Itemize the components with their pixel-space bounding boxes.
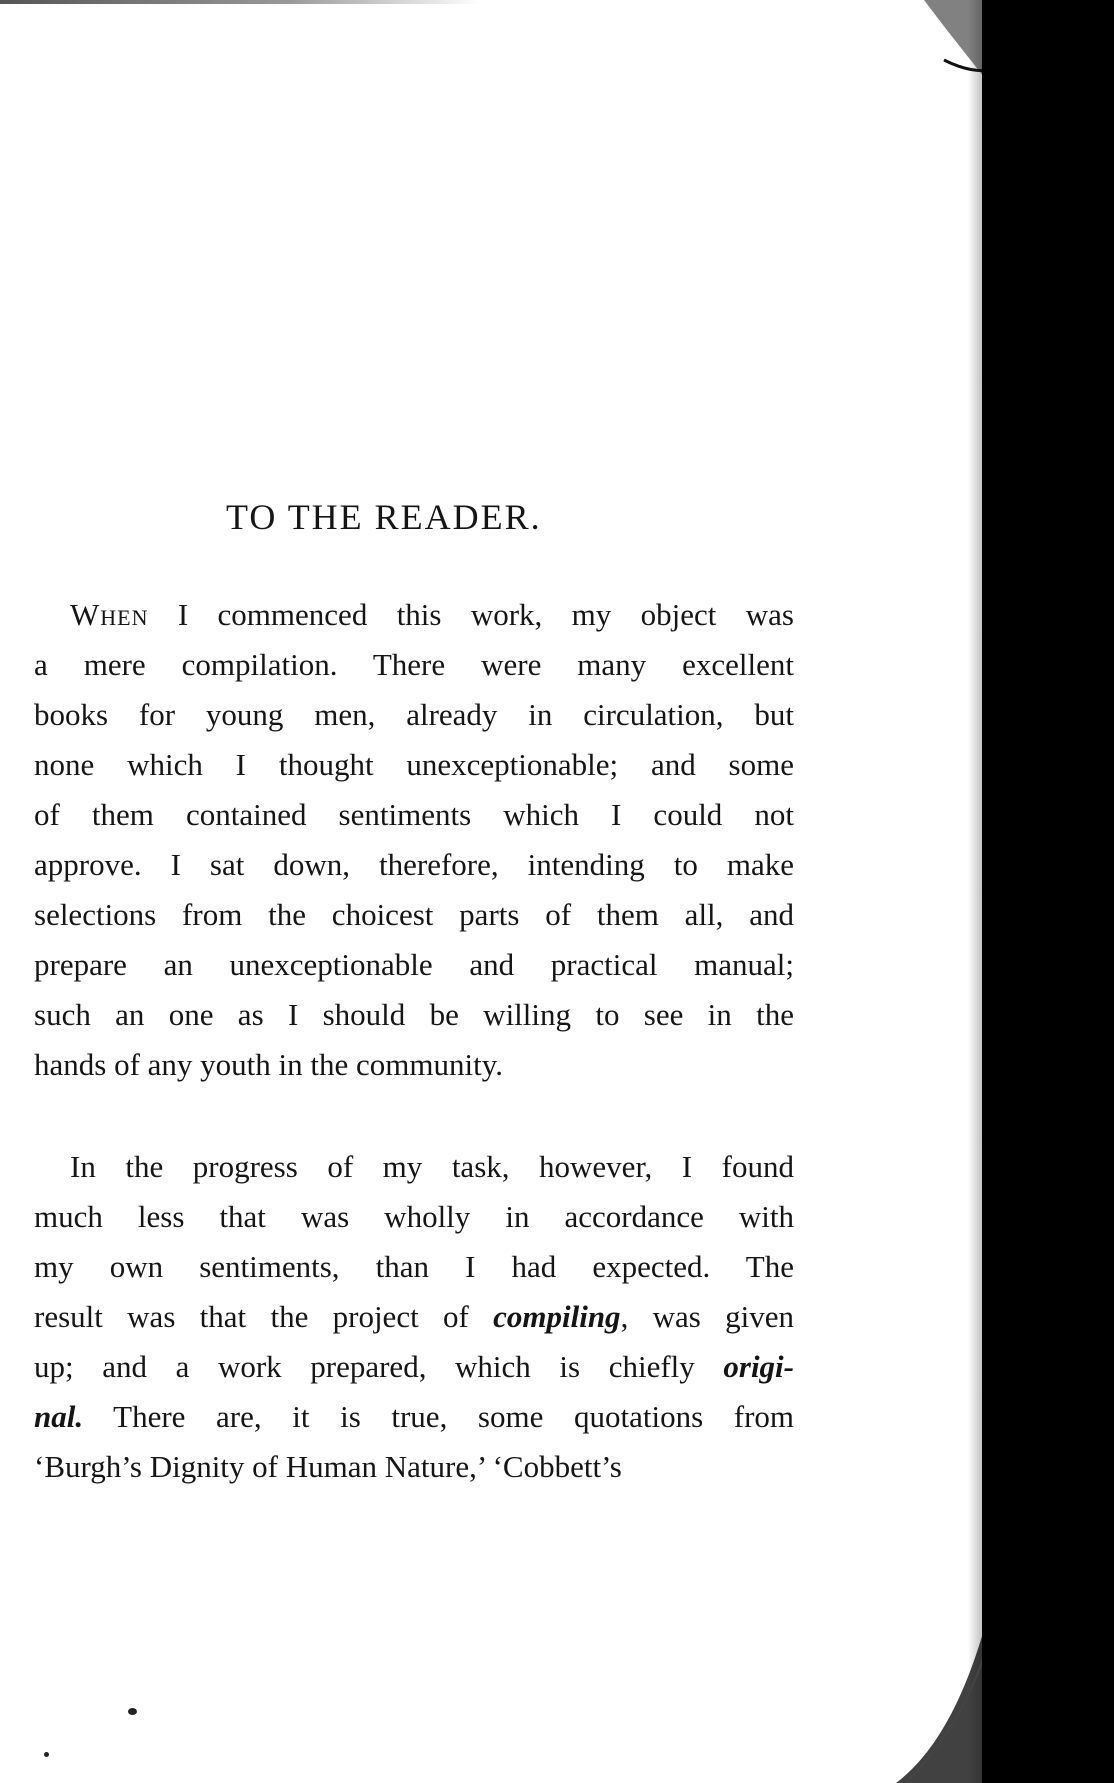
text-line: prepare an unexceptionable and practical manual;	[34, 947, 794, 982]
text-line	[34, 1292, 794, 1342]
text-line: books for young men, already in circulation, but	[34, 697, 794, 732]
text-line: my own sentiments, than I had expected. The	[34, 1249, 794, 1284]
text-line	[34, 1392, 794, 1442]
text-line: much less that was wholly in accordance with	[34, 1199, 794, 1234]
scan-top-rule	[0, 0, 480, 4]
page-curl-bottom	[876, 1583, 996, 1783]
text-line: approve. I sat down, therefore, intending to make	[34, 847, 794, 882]
text-line: none which I thought unexceptionable; and some	[34, 747, 794, 782]
scan-speck	[128, 1708, 137, 1715]
drop-word: When	[70, 597, 149, 632]
text-line: a mere compilation. There were many excellent	[34, 647, 794, 682]
text-run: I commenced this work, my object was	[148, 597, 794, 632]
text-run: There are, it is true, some quotations from	[83, 1399, 794, 1434]
text-run: result was that the project of	[34, 1299, 494, 1334]
text-line	[34, 1342, 794, 1392]
page-heading: TO THE READER.	[226, 497, 542, 537]
text-line: ‘Burgh’s Dignity of Human Nature,’ ‘Cobbett’s	[34, 1449, 622, 1484]
text-line	[34, 590, 794, 640]
text-line: In the progress of my task, however, I found	[70, 1149, 794, 1184]
italic-word: origi-	[723, 1349, 794, 1384]
text-line: of them contained sentiments which I could not	[34, 797, 794, 832]
italic-word: nal.	[34, 1399, 84, 1434]
book-binding-edge	[982, 0, 1114, 1783]
paragraph-2	[34, 1142, 794, 1492]
text-run: up; and a work prepared, which is chiefly	[34, 1349, 724, 1384]
text-run: , was given	[620, 1299, 794, 1334]
paragraph-1	[34, 590, 794, 1090]
text-line: selections from the choicest parts of them all, and	[34, 897, 794, 932]
scan-speck	[44, 1752, 49, 1757]
text-line: such an one as I should be willing to see in the	[34, 997, 794, 1032]
italic-word: compiling	[493, 1299, 621, 1334]
text-line: hands of any youth in the community.	[34, 1047, 503, 1082]
